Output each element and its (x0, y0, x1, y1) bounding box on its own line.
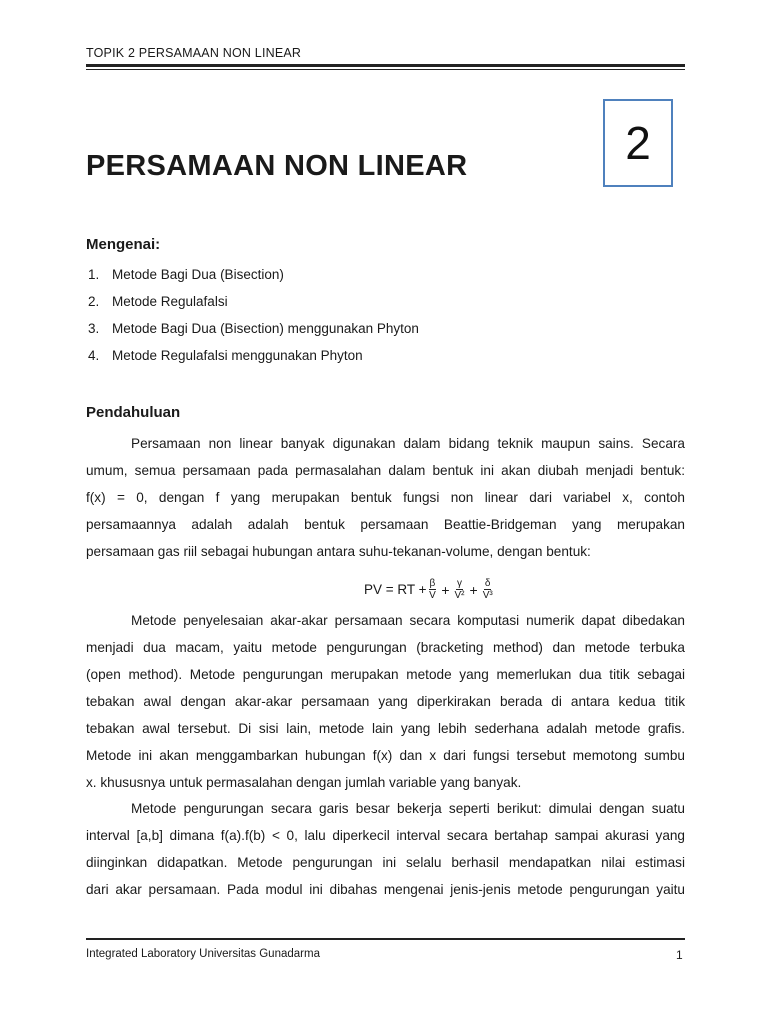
beattie-bridgeman-formula: PV = RT + $\frac{\beta}{V}$ + $\frac{\gamma}{\text{V²}}$ + $\frac{\delta}{\text{V³}}$ (364, 578, 493, 601)
topic-item (88, 348, 363, 363)
page-title: PERSAMAAN NON LINEAR (86, 150, 468, 182)
topic-text: Metode Bagi Dua (Bisection) (112, 267, 284, 282)
section-heading: Pendahuluan (86, 404, 181, 421)
paragraph-line: Metode penyelesaian akar-akar persamaan secara komputasi numerik dapat dibedakan (131, 613, 685, 628)
page-number: 1 (676, 948, 683, 962)
topic-text: Metode Regulafalsi (112, 294, 228, 309)
paragraph-line: Metode ini akan menggambarkan hubungan f(x) dan x dari fungsi tersebut memotong sumbu (86, 748, 685, 763)
paragraph-line: Metode pengurungan secara garis besar bekerja seperti berikut: dimulai dengan suatu (131, 801, 685, 816)
topics-heading: Mengenai: (86, 236, 161, 253)
paragraph-line: x. khususnya untuk permasalahan dengan jumlah variable yang banyak. (86, 775, 522, 790)
topic-text: Metode Bagi Dua (Bisection) menggunakan Phyton (112, 321, 419, 336)
topic-text: Metode Regulafalsi menggunakan Phyton (112, 348, 363, 363)
formula-lhs: PV = RT + (364, 582, 427, 597)
paragraph-line: Persamaan non linear banyak digunakan dalam bidang teknik maupun sains. Secara (131, 436, 685, 451)
chapter-number-box (603, 99, 673, 187)
paragraph-line: umum, semua persamaan pada permasalahan dalam bentuk ini akan diubah menjadi bentuk: (86, 463, 685, 478)
paragraph-line: diinginkan didapatkan. Metode pengurungan ini selalu berhasil mendapatkan nilai estimasi (86, 855, 685, 870)
chapter-number: 2 (625, 117, 651, 169)
topic-item (88, 321, 419, 336)
footer-lab-name: Integrated Laboratory Universitas Gunadarma (86, 948, 320, 960)
topic-item (88, 267, 284, 282)
paragraph-line: dari akar persamaan. Pada modul ini dibahas mengenai jenis-jenis metode pengurungan yaitu (86, 882, 685, 897)
topic-number: 2. (88, 294, 100, 309)
paragraph-line: menjadi dua macam, yaitu metode pengurungan (bracketing method) dan metode terbuka (86, 640, 685, 655)
formula-fraction: $\frac{\delta}{\text{V³}}$ (482, 578, 493, 601)
paragraph-line: persamaannya adalah adalah bentuk persamaan Beattie-Bridgeman yang merupakan (86, 517, 685, 532)
formula-fraction: $\frac{\beta}{V}$ (429, 578, 436, 601)
topic-number: 4. (88, 348, 100, 363)
paragraph-line: interval [a,b] dimana f(a).f(b) < 0, lalu diperkecil interval secara bertahap sampai akurasi yang (86, 828, 685, 843)
paragraph-line: (open method). Metode pengurungan merupakan metode yang memerlukan dua titik sebagai (86, 667, 685, 682)
header-rule-thin (86, 69, 685, 70)
paragraph-line: tebakan awal dengan akar-akar persamaan yang diperkirakan berada di antara kedua titik (86, 694, 685, 709)
paragraph-line: f(x) = 0, dengan f yang merupakan bentuk fungsi non linear dari variabel x, contoh (86, 490, 685, 505)
topic-item (88, 294, 228, 309)
topic-number: 3. (88, 321, 100, 336)
header-rule-thick (86, 64, 685, 67)
paragraph-line: persamaan gas riil sebagai hubungan antara suhu-tekanan-volume, dengan bentuk: (86, 544, 591, 559)
formula-fraction: $\frac{\gamma}{\text{V²}}$ (454, 578, 465, 601)
footer-rule (86, 938, 685, 940)
topic-number: 1. (88, 267, 100, 282)
running-header: TOPIK 2 PERSAMAAN NON LINEAR (86, 46, 302, 60)
paragraph-line: tebakan awal tersebut. Di sisi lain, metode lain yang lebih sederhana adalah metode grafis. (86, 721, 685, 736)
